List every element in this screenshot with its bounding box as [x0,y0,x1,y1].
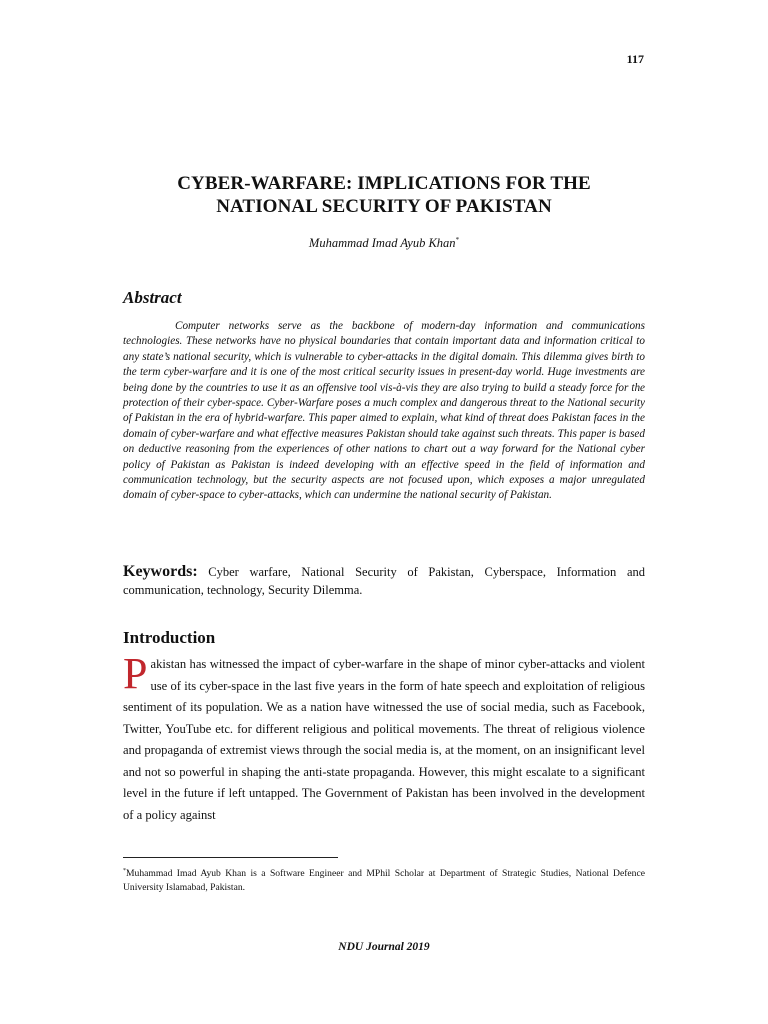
keywords-section [123,563,645,599]
introduction-heading: Introduction [123,628,216,647]
introduction-text: akistan has witnessed the impact of cyber-warfare in the shape of minor cyber-attacks and violent use of its cyber-space in the last five years in the form of hate speech and exploitation of religious sentiment of its population. We as a nation have witnessed the use of social media, such as Facebook, Twitter, YouTube etc. for different religious and political movements. The threat of religious violence and propaganda of extremist views through the social media is, at the moment, on an insignificant level and not so powerful in shaping the anti-state propaganda. However, this might escalate to a significant level in the future if left untapped. The Government of Pakistan has been involved in the development of a policy against [123,657,645,822]
author-name: Muhammad Imad Ayub Khan [308,236,456,251]
paper-title [0,172,768,218]
abstract-body [123,319,645,504]
footnote [123,864,645,895]
author-line [0,236,768,251]
keywords-text: Cyber warfare, National Security of Pakistan, Cyberspace, Information and communication, technology, Security Dilemma. [123,565,645,597]
introduction-body [123,649,645,826]
drop-cap: P [123,649,148,698]
title-line-1: CYBER-WARFARE: IMPLICATIONS FOR THE [177,173,591,194]
title-line-2: NATIONAL SECURITY OF PAKISTAN [216,196,552,217]
author-footnote-mark: * [455,236,460,244]
footnote-text: Muhammad Imad Ayub Khan is a Software Engineer and MPhil Scholar at Department of Strategic Studies, National Defence University Islamabad, Pakistan. [123,868,645,894]
abstract-text: Computer networks serve as the backbone of modern-day information and communications technologies. These networks have no physical boundaries that contain important data and information critical to any state’s national security, which is vulnerable to cyber-attacks in the digital domain. This dilemma gives birth to the term cyber-warfare and it is one of the most critical security issues in present-day world. Huge investments are being done by the countries to use it as an offensive tool vis-à-vis they are also trying to build a steady force for the protection of their cyber-space. Cyber-Warfare poses a much complex and dangerous threat to the National security of Pakistan in the era of hybrid-warfare. This paper aimed to explain, what kind of threat does Pakistan faces in the domain of cyber-warfare and what effective measures Pakistan should take against such threats. This paper is based on deductive reasoning from the experiences of other nations to chart out a way forward for the National cyber policy of Pakistan as Pakistan is indeed developing with an effective speed in the field of information and communication technology, but the security aspects are not focused upon, which exposes a major unregulated domain of cyber-space to cyber-attacks, which can undermine the national security of Pakistan. [123,320,645,502]
keywords-label: Keywords: [123,563,198,580]
page-number: 117 [626,52,644,66]
journal-footer: NDU Journal 2019 [338,941,430,953]
abstract-heading: Abstract [123,288,182,307]
footnote-mark: * [123,868,126,874]
footnote-divider [123,857,338,858]
